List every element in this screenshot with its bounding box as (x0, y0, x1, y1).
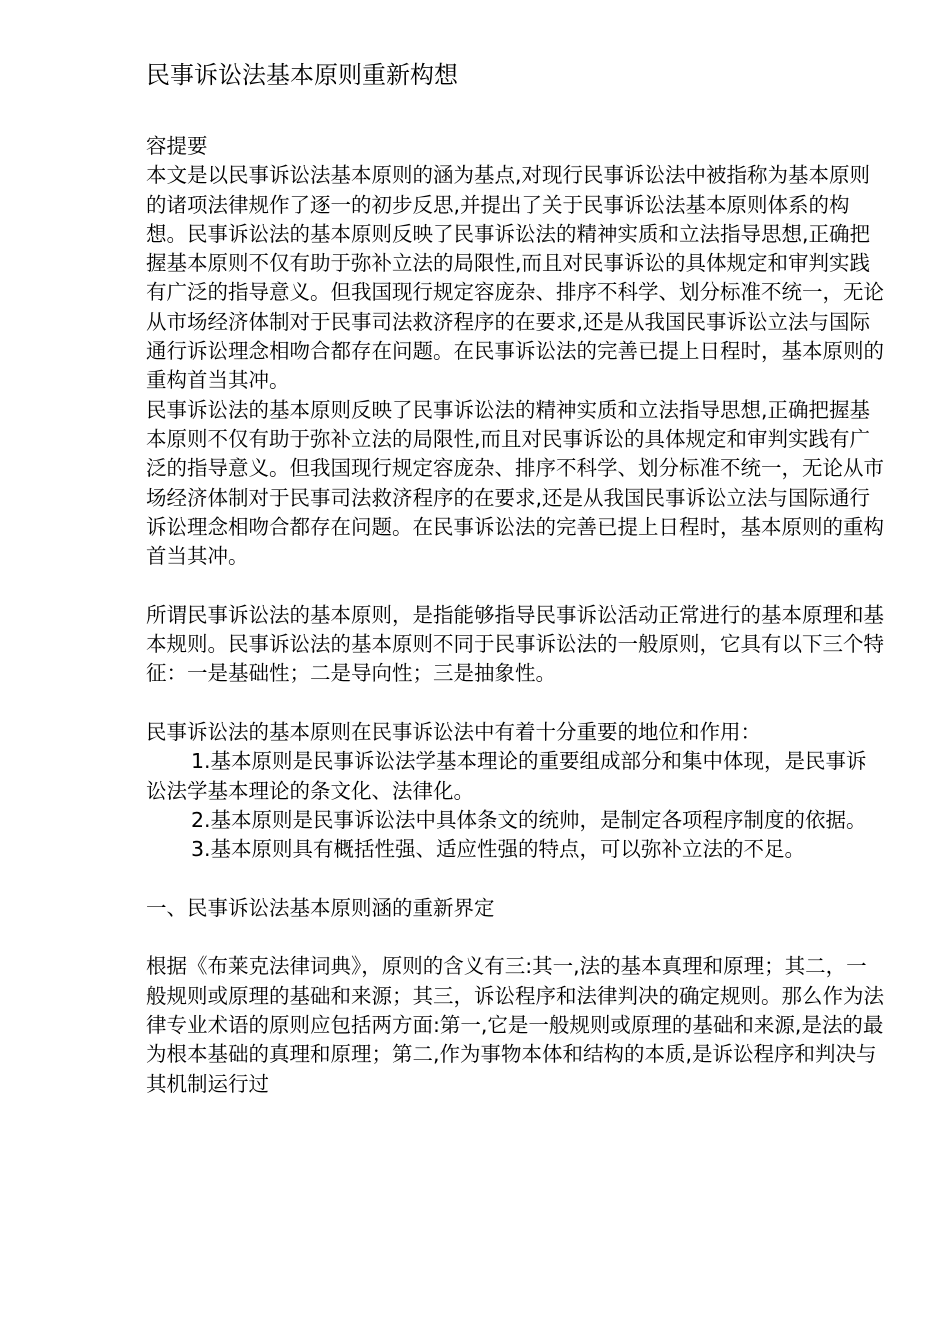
blank-line (146, 864, 886, 893)
body-paragraph: 民事诉讼法的基本原则反映了民事诉讼法的精神实质和立法指导思想,正确把握基本原则不仅有助于弥补立法的局限性,而且对民事诉讼的具体规定和审判实践有广泛的指导意义。但我国现行规定容庞杂、排序不科学、划分标准不统一，无论从市场经济体制对于民事司法救济程序的在要求,还是从我国民事诉讼立法与国际通行诉讼理念相吻合都存在问题。在民事诉讼法的完善已提上日程时，基本原则的重构首当其冲。 (146, 397, 884, 569)
blank-line (146, 689, 886, 718)
blank-line (146, 571, 886, 600)
list-item: 1.基本原则是民事诉讼法学基本理论的重要组成部分和集中体现，是民事诉讼法学基本理论的条文化、法律化。 (146, 749, 867, 803)
abstract-heading: 容提要 (146, 134, 208, 158)
list-item: 2.基本原则是民事诉讼法中具体条文的统帅，是制定各项程序制度的依据。 (191, 807, 867, 832)
body-paragraph: 所谓民事诉讼法的基本原则，是指能够指导民事诉讼活动正常进行的基本原理和基本规则。民事诉讼法的基本原则不同于民事诉讼法的一般原则，它具有以下三个特征：一是基础性；二是导向性；三是抽象性。 (146, 602, 884, 686)
list-item: 3.基本原则具有概括性强、适应性强的特点，可以弥补立法的不足。 (191, 837, 806, 862)
body-paragraph: 民事诉讼法的基本原则在民事诉讼法中有着十分重要的地位和作用： (146, 719, 761, 744)
document-body (146, 132, 886, 1099)
document-title: 民事诉讼法基本原则重新构想 (146, 61, 458, 89)
abstract-paragraph: 本文是以民事诉讼法基本原则的涵为基点,对现行民事诉讼法中被指称为基本原则的诸项法律规作了逐一的初步反思,并提出了关于民事诉讼法基本原则体系的构想。民事诉讼法的基本原则反映了民事诉讼法的精神实质和立法指导思想,正确把握基本原则不仅有助于弥补立法的局限性,而且对民事诉讼的具体规定和审判实践有广泛的指导意义。但我国现行规定容庞杂、排序不科学、划分标准不统一，无论从市场经济体制对于民事司法救济程序的在要求,还是从我国民事诉讼立法与国际通行诉讼理念相吻合都存在问题。在民事诉讼法的完善已提上日程时，基本原则的重构首当其冲。 (146, 163, 884, 393)
section-heading: 一、民事诉讼法基本原则涵的重新界定 (146, 895, 495, 920)
body-paragraph: 根据《布莱克法律词典》，原则的含义有三:其一,法的基本真理和原理；其二，一般规则或原理的基础和来源；其三，诉讼程序和法律判决的确定规则。那么作为法律专业术语的原则应包括两方面:第一,它是一般规则或原理的基础和来源,是法的最为根本基础的真理和原理；第二,作为事物本体和结构的本质,是诉讼程序和判决与其机制运行过 (146, 954, 884, 1096)
blank-line (146, 923, 886, 952)
